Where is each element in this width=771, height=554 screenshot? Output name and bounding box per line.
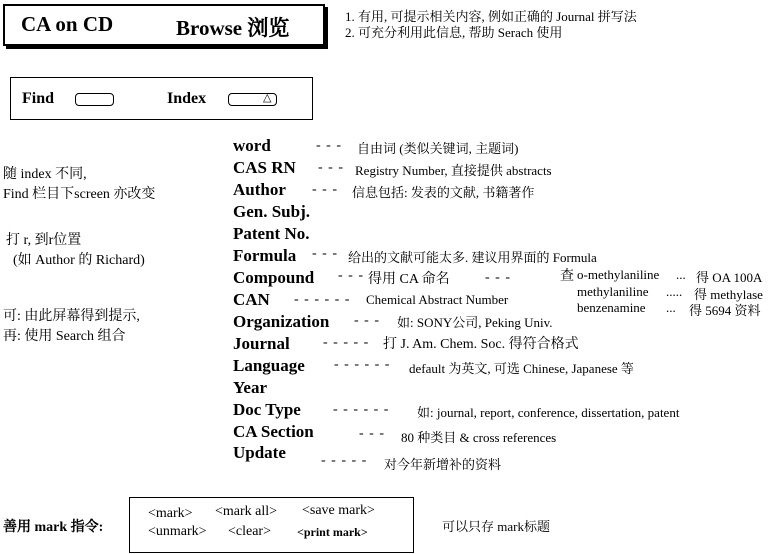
desc-language: default 为英文, 可选 Chinese, Japanese 等 <box>409 361 634 376</box>
desc-word: 自由词 (类似关键词, 主题词) <box>357 141 519 156</box>
dash-journal: - - - - - <box>323 335 370 350</box>
mark-command[interactable]: <mark> <box>148 506 193 521</box>
index-term-gen-subj: Gen. Subj. <box>233 202 310 221</box>
index-term-journal: Journal <box>233 334 290 353</box>
compound-line2-name: methylaniline <box>577 284 649 299</box>
dash-can: - - - - - - <box>294 292 351 307</box>
desc-ca-section: 80 种类目 & cross references <box>401 430 557 445</box>
index-term-patent-no: Patent No. <box>233 224 310 243</box>
left-note-2b: (如 Author 的 Richard) <box>13 253 145 268</box>
desc-journal: 打 J. Am. Chem. Soc. 得符合格式 <box>383 337 579 352</box>
index-term-language: Language <box>233 356 305 375</box>
index-term-doc-type: Doc Type <box>233 400 301 419</box>
left-note-1b: Find 栏目下screen 亦改变 <box>3 187 156 202</box>
dash-compound: - - - <box>338 268 364 283</box>
compound-cha: 查 <box>560 269 574 284</box>
compound-line2-result: 得 methylase <box>694 287 763 302</box>
mark-section-label: 善用 mark 指令: <box>3 520 104 535</box>
dash-word: - - - <box>316 138 342 153</box>
clear-command[interactable]: <clear> <box>228 524 271 539</box>
dash-cas-rn: - - - <box>318 160 344 175</box>
desc-organization: 如: SONY公司, Peking Univ. <box>397 315 553 330</box>
unmark-command[interactable]: <unmark> <box>148 524 207 539</box>
desc-compound: 得用 CA 命名 <box>368 272 450 287</box>
find-index-bar <box>10 77 313 120</box>
dash-doc-type: - - - - - - <box>333 402 390 417</box>
dropdown-triangle-icon: △ <box>263 92 272 104</box>
compound-line1-name: o-methylaniline <box>577 267 660 282</box>
index-term-organization: Organization <box>233 312 330 331</box>
title-box <box>3 4 325 46</box>
mark-note: 可以只存 mark标题 <box>442 519 550 534</box>
dash-ca-section: - - - <box>359 426 385 441</box>
index-term-formula: Formula <box>233 246 297 265</box>
index-term-year: Year <box>233 378 267 397</box>
desc-author: 信息包括: 发表的文献, 书籍著作 <box>352 185 535 200</box>
save-mark-command[interactable]: <save mark> <box>302 503 375 518</box>
index-term-can: CAN <box>233 290 270 309</box>
title-ca-on-cd: CA on CD <box>21 12 114 36</box>
dash-language: - - - - - - <box>334 357 391 372</box>
desc-cas-rn: Registry Number, 直接提供 abstracts <box>355 163 552 178</box>
left-note-3a: 可: 由此屏幕得到提示, <box>3 309 140 324</box>
desc-update: 对今年新增补的资料 <box>384 457 502 472</box>
desc-formula: 给出的文献可能太多. 建议用界面的 Formula <box>348 250 597 265</box>
dash-update: - - - - - <box>321 453 368 468</box>
index-term-ca-section: CA Section <box>233 422 314 441</box>
dash-organization: - - - <box>354 313 380 328</box>
desc-can: Chemical Abstract Number <box>366 292 509 307</box>
mark-all-command[interactable]: <mark all> <box>215 504 278 519</box>
index-term-compound: Compound <box>233 268 315 287</box>
find-input[interactable] <box>75 93 114 106</box>
left-note-2a: 打 r, 到r位置 <box>6 233 82 248</box>
top-note-2: 2. 可充分利用此信息, 帮助 Serach 使用 <box>345 25 563 40</box>
index-term-word: word <box>233 136 271 155</box>
left-note-1a: 随 index 不同, <box>3 167 87 182</box>
index-dropdown[interactable] <box>228 93 277 106</box>
compound-line3-dots: ... <box>666 300 676 315</box>
compound-line3-result: 得 5694 资料 <box>689 303 761 318</box>
compound-line3-name: benzenamine <box>577 300 646 315</box>
compound-line2-dots: ..... <box>666 284 683 299</box>
dash-author: - - - <box>312 182 338 197</box>
compound-line1-result: 得 OA 100A <box>696 270 763 285</box>
left-note-3b: 再: 使用 Search 组合 <box>3 329 126 344</box>
mark-commands-box <box>129 497 414 553</box>
dash-compound-2: - - - <box>485 270 511 285</box>
title-browse: Browse 浏览 <box>176 16 290 40</box>
compound-line1-dots: ... <box>676 267 686 282</box>
desc-doc-type: 如: journal, report, conference, dissertation, patent <box>417 405 680 420</box>
index-term-update: Update <box>233 443 286 462</box>
top-note-1: 1. 有用, 可提示相关内容, 例如正确的 Journal 拼写法 <box>345 9 637 24</box>
print-mark-command[interactable]: <print mark> <box>297 525 368 539</box>
index-label: Index <box>167 90 207 107</box>
dash-formula: - - - <box>312 246 338 261</box>
index-term-cas-rn: CAS RN <box>233 158 296 177</box>
index-term-author: Author <box>233 180 286 199</box>
find-label: Find <box>22 90 55 107</box>
